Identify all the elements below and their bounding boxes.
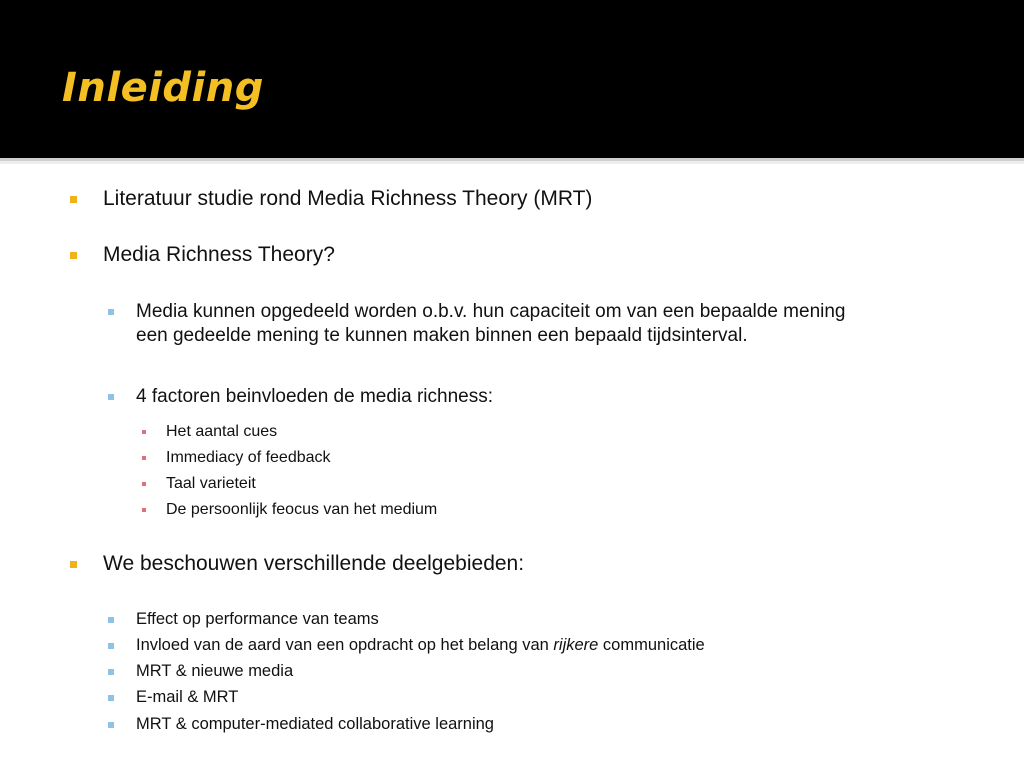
- deelgebied-item: MRT & computer-mediated collaborative learning: [136, 715, 494, 733]
- factor-item: Taal varieteit: [166, 475, 256, 492]
- bullet-media-richness-theory: Media Richness Theory?: [103, 243, 335, 266]
- deelgebied-emphasis: rijkere: [553, 636, 599, 654]
- factor-item: Het aantal cues: [166, 423, 278, 440]
- deelgebied-item: Effect op performance van teams: [136, 610, 379, 628]
- bullet-square-icon: [108, 695, 114, 701]
- deelgebied-item: [136, 634, 705, 656]
- bullet-deelgebieden: We beschouwen verschillende deelgebieden:: [103, 552, 525, 575]
- deelgebied-item: E-mail & MRT: [136, 688, 239, 706]
- deelgebied-text: communicatie: [598, 636, 705, 654]
- bullet-square-icon: [70, 252, 77, 259]
- sub-bullet-media-definition-line2: een gedeelde mening te kunnen maken binnen een bepaald tijdsinterval.: [136, 325, 748, 346]
- bullet-square-icon: [70, 196, 77, 203]
- bullet-square-icon: [142, 482, 146, 486]
- slide-title: Inleiding: [62, 65, 264, 111]
- sub-bullet-4-factoren: 4 factoren beinvloeden de media richness:: [136, 386, 494, 407]
- title-bar: [0, 0, 1024, 158]
- bullet-literatuur-studie: Literatuur studie rond Media Richness Theory (MRT): [103, 187, 593, 210]
- factor-item: Immediacy of feedback: [166, 449, 331, 466]
- bullet-square-icon: [142, 430, 146, 434]
- bullet-square-icon: [108, 643, 114, 649]
- deelgebied-item: MRT & nieuwe media: [136, 662, 294, 680]
- bullet-square-icon: [108, 309, 114, 315]
- bullet-square-icon: [142, 508, 146, 512]
- sub-bullet-media-definition-line1: Media kunnen opgedeeld worden o.b.v. hun capaciteit om van een bepaalde mening: [136, 301, 846, 322]
- bullet-square-icon: [108, 669, 114, 675]
- bullet-square-icon: [108, 617, 114, 623]
- bullet-square-icon: [108, 722, 114, 728]
- bullet-square-icon: [142, 456, 146, 460]
- title-divider-shadow: [0, 161, 1024, 164]
- deelgebied-text: Invloed van de aard van een opdracht op het belang van: [136, 636, 554, 654]
- factor-item: De persoonlijk feocus van het medium: [166, 501, 438, 518]
- bullet-square-icon: [70, 561, 77, 568]
- bullet-square-icon: [108, 394, 114, 400]
